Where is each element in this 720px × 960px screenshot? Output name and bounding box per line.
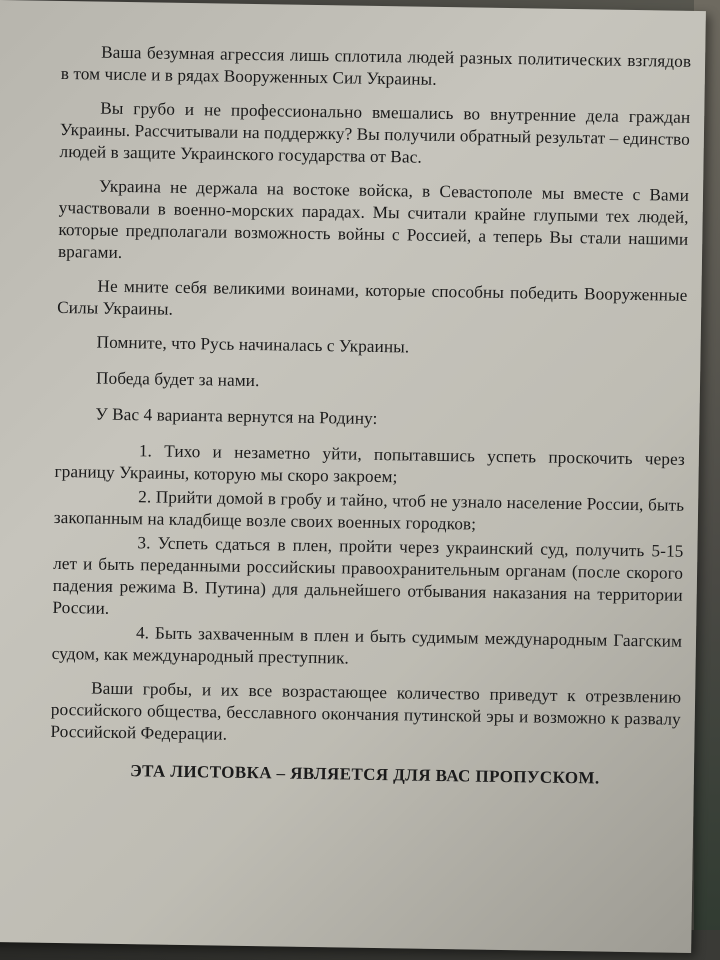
paragraph-closing: Ваши гробы, и их все возрастающее количество приведут к отрезвлению российского общества, бесславного окончания путинской эры и возможно к развалу Российской Федерации. bbox=[50, 678, 682, 744]
paragraph-aggression: Ваша безумная агрессия лишь сплотила людей разных политических взглядов в том числе и в рядах Вооруженных Сил Украины. bbox=[60, 42, 692, 89]
paragraph-warriors: Не мните себя великими воинами, которые способны победить Вооруженные Силы Украины. bbox=[57, 276, 688, 319]
paragraph-victory: Победа будет за нами. bbox=[95, 368, 260, 391]
options-list bbox=[52, 439, 685, 675]
paragraph-history: Украина не держала на востоке войска, в Севастополе мы вместе с Вами участвовали в военно-морских парадах. Мы считали крайне глупыми тех людей, которые предполагали возможность войны с Россией, а теперь Вы стали нашими врагами. bbox=[57, 176, 690, 262]
option-item: 1. Тихо и незаметно уйти, попытавшись успеть проскочить через границу Украины, которую мы скоро закроем; bbox=[54, 441, 686, 487]
option-item: 3. Успеть сдаться в плен, пройти через украинский суд, получить 5-15 лет и быть переданными российскиы правоохранительным органам (после скорого падения режима В. Путина) для дальнейшего отбывания наказания на территории России. bbox=[52, 533, 684, 618]
leaflet-footer: ЭТА ЛИСТОВКА – ЯВЛЯЕТСЯ ДЛЯ ВАС ПРОПУСКОМ. bbox=[130, 761, 600, 788]
option-item: 2. Прийти домой в гробу и тайно, чтоб не узнало население России, быть закопанным на кладбище возле своих военных городков; bbox=[53, 487, 685, 534]
paragraph-rus: Помните, что Русь начиналась с Украины. bbox=[96, 332, 410, 357]
paragraph-options-intro: У Вас 4 варианта вернутся на Родину: bbox=[95, 404, 378, 428]
leaflet-text bbox=[50, 41, 692, 791]
paragraph-interference: Вы грубо и не профессионально вмешались во внутренние дела граждан Украины. Рассчитывали на поддержку? Вы получили обратный результат – единство людей в защите Украинского государства от Вас. bbox=[59, 98, 691, 167]
option-item: 4. Быть захваченным в плен и быть судимым международным Гаагским судом, как международный преступник. bbox=[51, 623, 683, 668]
